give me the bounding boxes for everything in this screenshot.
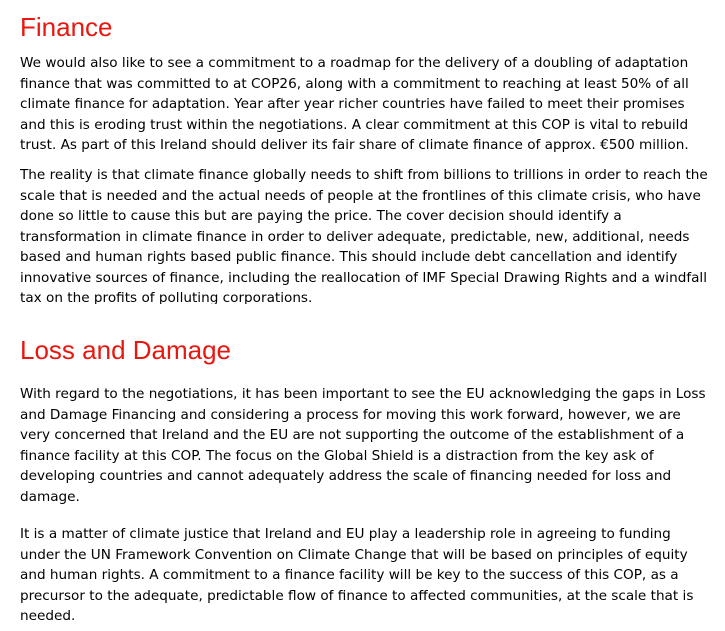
paragraph-line: under the UN Framework Convention on Climate Change that will be based on principles of equity	[20, 546, 688, 563]
paragraph-line: We would also like to see a commitment to a roadmap for the delivery of a doubling of adaptation	[20, 55, 689, 71]
finance-paragraph-2	[20, 165, 708, 304]
paragraph-line: and Damage Financing and considering a process for moving this work forward, however, we are	[20, 406, 681, 423]
paragraph-line: and this is eroding trust within the negotiations. A clear commitment at this COP is vital to rebuild	[20, 116, 689, 133]
paragraph-line: trust. As part of this Ireland should deliver its fair share of climate finance of approx. €500 million.	[20, 137, 689, 153]
loss-and-damage-paragraph-1	[20, 384, 708, 507]
paragraph-line: done so little to cause this but are paying the price. The cover decision should identify a	[20, 208, 622, 224]
paragraph-line: needed.	[20, 608, 76, 624]
paragraph-line: scale that is needed and the actual needs of people at the frontlines of this climate crisis, who have	[20, 187, 701, 204]
paragraph-line: The reality is that climate finance globally needs to shift from billions to trillions in order to reach the	[20, 167, 708, 183]
finance-heading: Finance	[20, 12, 113, 42]
paragraph-line: finance facility at this COP. The focus on the Global Shield is a distraction from the key ask of	[20, 447, 654, 464]
paragraph-line: and human rights. A commitment to a finance facility will be key to the success of this COP, as a	[20, 567, 679, 583]
paragraph-line: innovative sources of finance, including the reallocation of IMF Special Drawing Rights and a windfall	[20, 269, 707, 286]
paragraph-line: climate finance for adaptation. Year after year richer countries have failed to meet their promises	[20, 96, 685, 112]
finance-paragraph-1	[20, 53, 708, 156]
paragraph-line: damage.	[20, 488, 80, 505]
paragraph-line: finance that was committed to at COP26, along with a commitment to reaching at least 50% of all	[20, 75, 689, 92]
paragraph-line: tax on the profits of polluting corporations.	[20, 290, 313, 304]
paragraph-line: based and human rights based public finance. This should include debt cancellation and identify	[20, 249, 678, 265]
paragraph-line: transformation in climate finance in order to deliver adequate, predictable, new, additional, needs	[20, 228, 690, 245]
paragraph-line: It is a matter of climate justice that Ireland and EU play a leadership role in agreeing to funding	[20, 526, 671, 542]
paragraph-line: very concerned that Ireland and the EU are not supporting the outcome of the establishment of a	[20, 427, 685, 443]
loss-and-damage-paragraph-2	[20, 524, 708, 627]
paragraph-line: precursor to the adequate, predictable flow of finance to affected communities, at the scale that is	[20, 587, 694, 604]
paragraph-line: developing countries and cannot adequately address the scale of financing needed for loss and	[20, 468, 672, 484]
loss-and-damage-heading: Loss and Damage	[20, 335, 232, 365]
paragraph-line: With regard to the negotiations, it has been important to see the EU acknowledging the gaps in Loss	[20, 386, 706, 402]
